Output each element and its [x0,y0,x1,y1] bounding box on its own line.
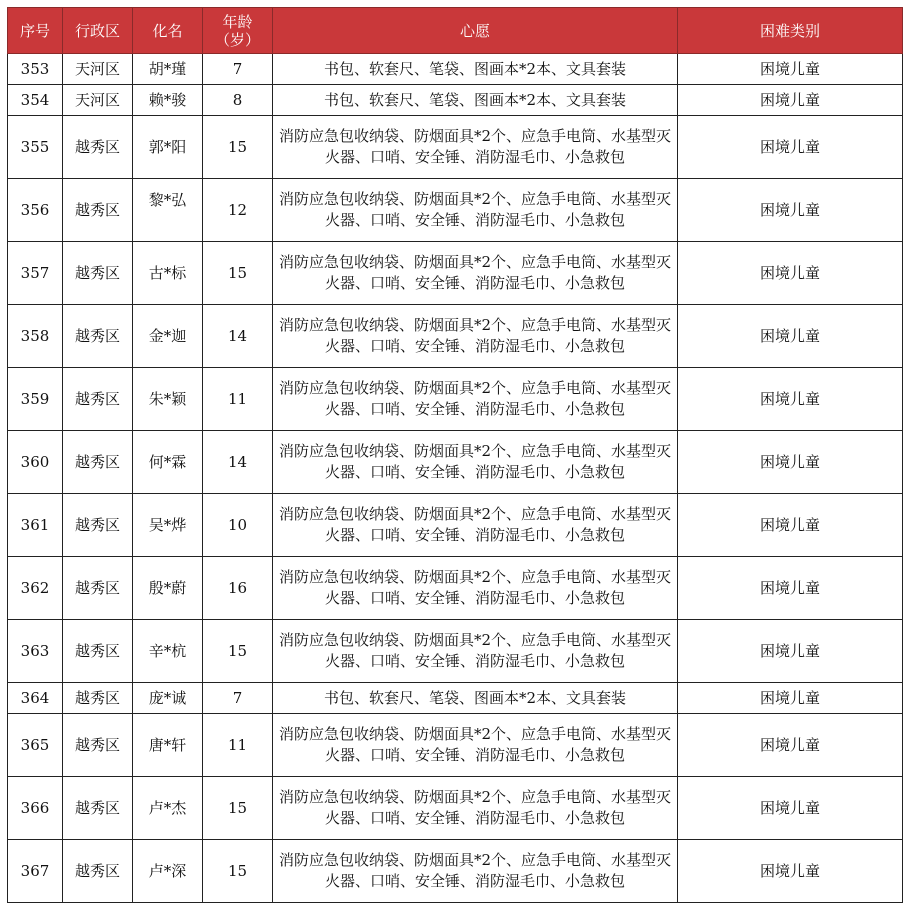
cell-district: 天河区 [63,85,133,116]
header-no: 序号 [8,8,63,54]
table-body [8,54,903,903]
cell-category: 困境儿童 [678,840,903,903]
cell-no: 356 [8,179,63,242]
cell-name: 古*标 [133,242,203,305]
cell-age: 15 [203,840,273,903]
cell-name: 唐*轩 [133,714,203,777]
cell-name: 郭*阳 [133,116,203,179]
cell-category: 困境儿童 [678,714,903,777]
cell-age: 14 [203,431,273,494]
cell-wish: 书包、软套尺、笔袋、图画本*2本、文具套装 [273,54,678,85]
table-row [8,305,903,368]
cell-wish: 消防应急包收纳袋、防烟面具*2个、应急手电筒、水基型灭火器、口哨、安全锤、消防湿毛巾、小急救包 [273,431,678,494]
cell-district: 越秀区 [63,840,133,903]
table-row [8,368,903,431]
cell-district: 越秀区 [63,620,133,683]
cell-category: 困境儿童 [678,620,903,683]
cell-category: 困境儿童 [678,557,903,620]
header-age [203,8,273,54]
cell-category: 困境儿童 [678,368,903,431]
cell-wish: 消防应急包收纳袋、防烟面具*2个、应急手电筒、水基型灭火器、口哨、安全锤、消防湿毛巾、小急救包 [273,116,678,179]
header-age-line1: 年龄 [222,12,253,31]
cell-name: 赖*骏 [133,85,203,116]
table-row [8,683,903,714]
header-wish: 心愿 [273,8,678,54]
header-category: 困难类别 [678,8,903,54]
cell-district: 越秀区 [63,242,133,305]
table-row [8,431,903,494]
cell-district: 越秀区 [63,179,133,242]
cell-district: 越秀区 [63,714,133,777]
header-row [8,8,903,54]
cell-name: 卢*杰 [133,777,203,840]
table-row [8,494,903,557]
cell-no: 353 [8,54,63,85]
cell-no: 367 [8,840,63,903]
cell-no: 363 [8,620,63,683]
wish-list-table-container [7,7,903,903]
cell-no: 364 [8,683,63,714]
cell-category: 困境儿童 [678,683,903,714]
cell-wish: 消防应急包收纳袋、防烟面具*2个、应急手电筒、水基型灭火器、口哨、安全锤、消防湿毛巾、小急救包 [273,557,678,620]
cell-wish: 消防应急包收纳袋、防烟面具*2个、应急手电筒、水基型灭火器、口哨、安全锤、消防湿毛巾、小急救包 [273,714,678,777]
table-row [8,116,903,179]
cell-wish: 消防应急包收纳袋、防烟面具*2个、应急手电筒、水基型灭火器、口哨、安全锤、消防湿毛巾、小急救包 [273,840,678,903]
cell-age: 7 [203,683,273,714]
table-row [8,840,903,903]
cell-age: 12 [203,179,273,242]
cell-name: 金*迦 [133,305,203,368]
table-row [8,85,903,116]
table-row [8,242,903,305]
cell-age: 10 [203,494,273,557]
cell-wish: 消防应急包收纳袋、防烟面具*2个、应急手电筒、水基型灭火器、口哨、安全锤、消防湿毛巾、小急救包 [273,494,678,557]
cell-wish: 消防应急包收纳袋、防烟面具*2个、应急手电筒、水基型灭火器、口哨、安全锤、消防湿毛巾、小急救包 [273,620,678,683]
cell-age: 15 [203,620,273,683]
cell-wish: 消防应急包收纳袋、防烟面具*2个、应急手电筒、水基型灭火器、口哨、安全锤、消防湿毛巾、小急救包 [273,242,678,305]
cell-wish: 消防应急包收纳袋、防烟面具*2个、应急手电筒、水基型灭火器、口哨、安全锤、消防湿毛巾、小急救包 [273,305,678,368]
cell-no: 361 [8,494,63,557]
cell-name: 庞*诚 [133,683,203,714]
cell-category: 困境儿童 [678,242,903,305]
cell-name: 何*霖 [133,431,203,494]
cell-category: 困境儿童 [678,305,903,368]
cell-name: 卢*深 [133,840,203,903]
cell-wish: 书包、软套尺、笔袋、图画本*2本、文具套装 [273,683,678,714]
cell-age: 15 [203,116,273,179]
cell-district: 越秀区 [63,368,133,431]
cell-district: 越秀区 [63,557,133,620]
cell-category: 困境儿童 [678,85,903,116]
cell-district: 越秀区 [63,305,133,368]
cell-name: 殷*蔚 [133,557,203,620]
cell-age: 8 [203,85,273,116]
cell-wish: 消防应急包收纳袋、防烟面具*2个、应急手电筒、水基型灭火器、口哨、安全锤、消防湿毛巾、小急救包 [273,368,678,431]
cell-district: 越秀区 [63,431,133,494]
header-name: 化名 [133,8,203,54]
cell-no: 357 [8,242,63,305]
table-row [8,179,903,242]
cell-name: 吴*烨 [133,494,203,557]
cell-age: 15 [203,242,273,305]
table-row [8,620,903,683]
cell-name: 朱*颖 [133,368,203,431]
cell-no: 362 [8,557,63,620]
table-row [8,557,903,620]
cell-district: 越秀区 [63,494,133,557]
cell-category: 困境儿童 [678,179,903,242]
cell-name: 黎*弘 [133,179,203,242]
cell-age: 11 [203,714,273,777]
cell-district: 越秀区 [63,777,133,840]
wish-list-table [7,7,903,903]
cell-district: 越秀区 [63,683,133,714]
cell-name: 辛*杭 [133,620,203,683]
cell-age: 15 [203,777,273,840]
cell-district: 越秀区 [63,116,133,179]
cell-category: 困境儿童 [678,116,903,179]
cell-category: 困境儿童 [678,54,903,85]
table-row [8,54,903,85]
cell-no: 366 [8,777,63,840]
cell-age: 7 [203,54,273,85]
table-row [8,777,903,840]
cell-no: 365 [8,714,63,777]
cell-no: 358 [8,305,63,368]
header-age-line2: （岁） [214,30,260,49]
cell-wish: 书包、软套尺、笔袋、图画本*2本、文具套装 [273,85,678,116]
cell-name: 胡*瑾 [133,54,203,85]
cell-age: 11 [203,368,273,431]
cell-age: 16 [203,557,273,620]
cell-wish: 消防应急包收纳袋、防烟面具*2个、应急手电筒、水基型灭火器、口哨、安全锤、消防湿毛巾、小急救包 [273,777,678,840]
cell-category: 困境儿童 [678,777,903,840]
table-row [8,714,903,777]
cell-category: 困境儿童 [678,494,903,557]
cell-no: 359 [8,368,63,431]
cell-no: 360 [8,431,63,494]
cell-category: 困境儿童 [678,431,903,494]
cell-no: 354 [8,85,63,116]
cell-district: 天河区 [63,54,133,85]
cell-age: 14 [203,305,273,368]
cell-wish: 消防应急包收纳袋、防烟面具*2个、应急手电筒、水基型灭火器、口哨、安全锤、消防湿毛巾、小急救包 [273,179,678,242]
cell-no: 355 [8,116,63,179]
header-district: 行政区 [63,8,133,54]
